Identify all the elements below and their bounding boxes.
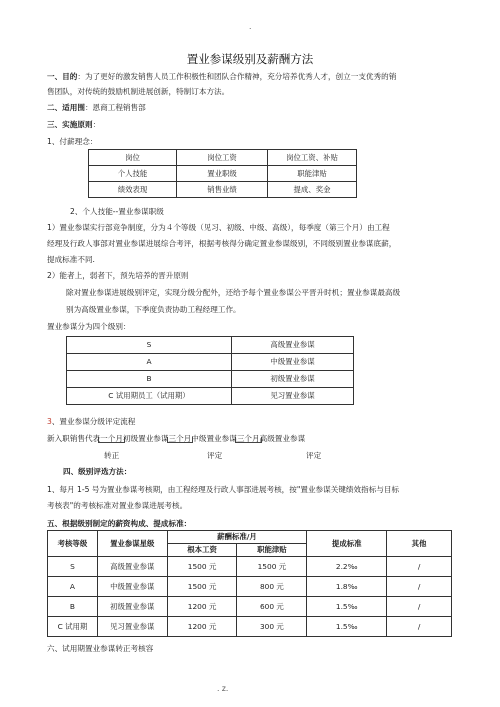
system-para-3: 提成标准不同. [47,255,95,264]
section-scope-label: 二、适用围 [47,103,85,112]
skill-heading: 2、个人技能--置业参谋职级 [70,207,164,216]
section-principles [47,120,100,129]
table-cell: 岗位工资 [177,150,268,166]
table-cell: 1.5‰ [307,597,387,617]
flow-period-label: 三个月 [168,434,192,443]
flow-heading-text: 、置业参谋分级评定流程 [51,417,136,426]
able-para-2: 别为高级置业参谋，下季度负责协助工程经理工作。 [66,305,241,314]
header-grade: 考核等级 [48,531,98,557]
table-cell: 销售业绩 [177,182,268,198]
table-cell: B [48,597,98,617]
table-cell: 绩效表现 [89,182,177,198]
salary-table [47,530,452,637]
table-cell: 职能津贴 [268,166,357,182]
flow-label-review-2: 评定 [306,451,322,460]
section-probation: 六、试用期置业参谋转正考核容 [47,644,154,653]
table-cell: 2.2‰ [307,557,387,577]
flow-period-2 [169,434,192,443]
table-row [48,577,452,597]
flow-period-label: 三个月 [236,434,260,443]
section-principles-colon: ： [92,120,101,129]
flow-period-3 [237,434,260,443]
table-row [67,388,354,405]
table-cell: 置业职级 [177,166,268,182]
table-row [89,150,357,166]
table-cell: C 试用期员工（试用期） [67,388,232,405]
section-principles-label: 三、实施原则 [47,120,93,129]
header-other: 其他 [387,531,452,557]
header-level: 置业参谋星级 [97,531,167,557]
levels-table [66,336,354,405]
table-cell: 1500 元 [167,557,237,577]
flow-stage-junior: 初级置业参谋 [122,434,169,443]
section-selection: 四、级别评选方法： [63,467,132,476]
table-cell: / [387,617,452,637]
section-purpose [47,72,396,81]
table-row [89,182,357,198]
flow-label-regularize: 转正 [104,451,120,460]
pay-idea-table [88,149,357,198]
header-allowance: 职能津贴 [237,544,307,557]
table-row [48,617,452,637]
table-cell: 1200 元 [167,617,237,637]
table-cell: / [387,557,452,577]
table-cell: 1200 元 [167,597,237,617]
table-cell: 个人技能 [89,166,177,182]
table-cell: 岗位工资、补贴 [268,150,357,166]
page-title: 置业参谋级别及薪酬方法 [186,52,314,66]
system-para-2: 经理及行政人事部对置业参谋进展综合考评，根据考核得分确定置业参谋级别，不同级别置业参谋底薪， [47,239,397,248]
pay-idea-heading: 1、付薪理念： [47,137,98,146]
table-cell: / [387,577,452,597]
table-cell: 初级置业参谋 [97,597,167,617]
top-mark: . [249,22,252,31]
section-purpose-cont: 售团队，对传统的鼓励机制进展创新，特制订本方法。 [47,87,230,96]
monthly-review-para-1: 1、每月 1-5 号为置业参谋考核期，由工程经理及行政人事部进展考核，按"置业参谋关键绩效指标与目标 [47,485,400,494]
table-row [48,597,452,617]
table-cell: / [387,597,452,617]
header-commission: 提成标准 [307,531,387,557]
table-cell: S [48,557,98,577]
table-cell: 见习置业参谋 [232,388,354,405]
table-cell: A [48,577,98,597]
table-row [67,337,354,354]
system-para-1: 1）置业参谋实行部竞争制度，分为４个等级（见习、初级、中级、高级），每季度（第三个月）由工程 [47,223,390,232]
table-cell: 1500 元 [237,557,307,577]
section-salary: 五、根据级别制定的薪资构成、提成标准： [47,519,192,528]
section-scope [47,103,146,112]
table-cell: S [67,337,232,354]
table-cell: 600 元 [237,597,307,617]
table-cell: 800 元 [237,577,307,597]
table-cell: 提成、奖金 [268,182,357,198]
table-row [89,166,357,182]
table-cell: 1.8‰ [307,577,387,597]
table-row [48,557,452,577]
table-cell: 1.5‰ [307,617,387,637]
levels-heading: 置业参谋分为四个级别： [47,322,131,331]
table-cell: 中级置业参谋 [232,354,354,371]
table-cell: C 试用期 [48,617,98,637]
table-row [67,371,354,388]
table-cell: 中级置业参谋 [97,577,167,597]
table-cell: 300 元 [237,617,307,637]
table-cell: 见习置业参谋 [97,617,167,637]
table-cell: 1500 元 [167,577,237,597]
table-cell: 初级置业参谋 [232,371,354,388]
flow-label-review-1: 评定 [207,451,223,460]
flow-heading-number: 3 [47,417,52,426]
flow-stage-new-sales: 新入职销售代表 [47,434,101,443]
table-cell: 岗位 [89,150,177,166]
page-footer: . z. [217,684,229,693]
table-row [67,354,354,371]
header-base-salary: 根本工资 [167,544,237,557]
flow-period-label: 一个月 [100,434,123,443]
table-cell: 高级置业参谋 [232,337,354,354]
promotion-flow [47,434,305,443]
section-purpose-text: ：为了更好的激发销售人员工作积极性和团队合作精神，充分培养优秀人才，创立一支优秀的销 [77,72,397,81]
able-para-1: 除对置业参谋进展级别评定，实现分级分配外，还给予每个置业参谋公平晋升时机；置业参谋最高级 [66,288,401,297]
flow-stage-senior: 高级置业参谋 [259,434,306,443]
section-purpose-label: 一、目的 [47,72,78,81]
monthly-review-para-2: 考核表"的考核标准对置业参谋进展考核。 [47,501,188,510]
flow-heading [47,417,135,426]
header-salary: 薪酬标准/月 [167,531,307,544]
flow-period-1 [100,434,123,443]
table-cell: 高级置业参谋 [97,557,167,577]
table-cell: A [67,354,232,371]
table-header-row [48,531,452,544]
table-cell: B [67,371,232,388]
section-scope-text: ：恩商工程销售部 [84,103,146,112]
flow-stage-middle: 中级置业参谋 [191,434,237,443]
able-heading: 2）能者上，弱者下，预先培养的晋升原则 [47,271,189,280]
